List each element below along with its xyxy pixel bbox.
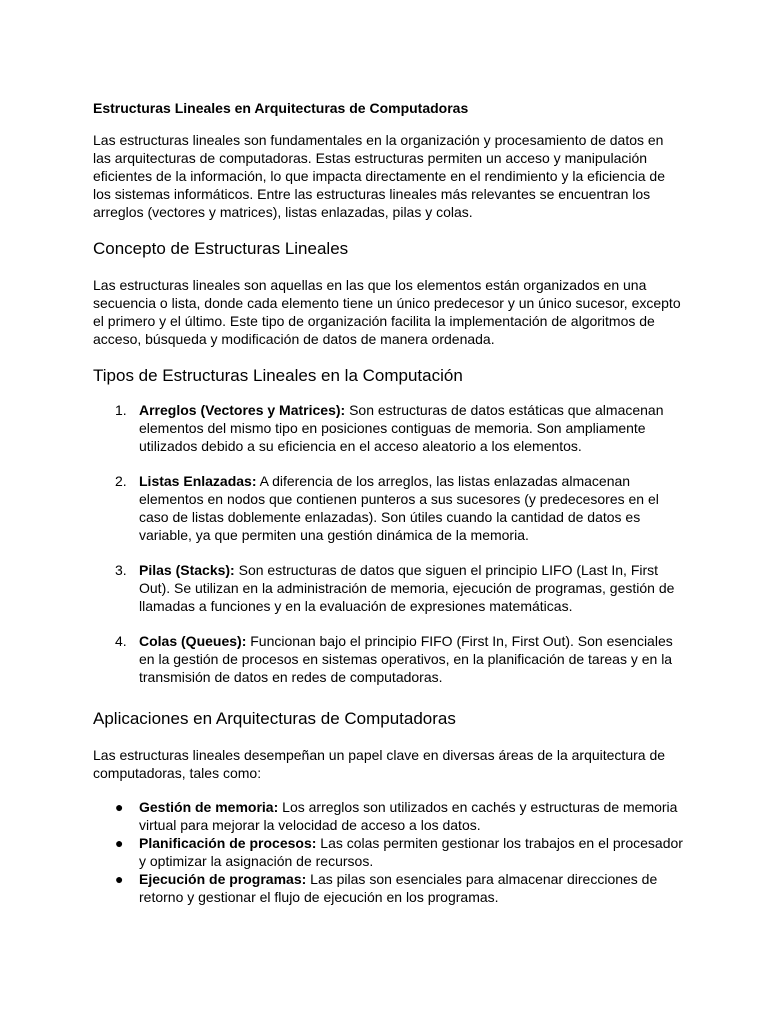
- list-item-term: Colas (Queues):: [139, 633, 247, 649]
- list-item-number: 1.: [115, 402, 127, 418]
- list-item-text: A diferencia de los arreglos, las listas enlazadas almacenan elementos en nodos que contienen punteros a sus sucesores (y predecesores en el caso de listas doblemente enlazadas). Son útiles cuando la cantidad de datos es variable, ya que permiten una gestión dinámica de la memoria.: [139, 473, 659, 543]
- aplicaciones-heading: Aplicaciones en Arquitecturas de Computadoras: [93, 709, 456, 728]
- list-item: [93, 798, 683, 834]
- concepto-heading: Concepto de Estructuras Lineales: [93, 239, 349, 258]
- list-item-term: Listas Enlazadas:: [139, 473, 257, 489]
- bullet-icon: ●: [115, 835, 124, 851]
- aplicaciones-paragraph: Las estructuras lineales desempeñan un papel clave en diversas áreas de la arquitectura de computadoras, tales como:: [93, 747, 666, 781]
- list-item-text: Los arreglos son utilizados en cachés y estructuras de memoria virtual para mejorar la velocidad de acceso a los datos.: [139, 799, 678, 833]
- list-item-term: Pilas (Stacks):: [139, 562, 235, 578]
- tipos-heading: Tipos de Estructuras Lineales en la Computación: [93, 366, 463, 385]
- bullet-icon: ●: [115, 871, 124, 887]
- bullet-icon: ●: [115, 799, 124, 815]
- list-item-term: Ejecución de programas:: [139, 871, 307, 887]
- list-item-term: Arreglos (Vectores y Matrices):: [139, 402, 346, 418]
- document-title: Estructuras Lineales en Arquitecturas de Computadoras: [93, 100, 469, 116]
- concepto-paragraph: Las estructuras lineales son aquellas en las que los elementos están organizados en una secuencia o lista, donde cada elemento tiene un único predecesor y un único sucesor, excepto el primero y el último. Este tipo de organización facilita la implementación de algoritmos de acceso, búsqueda y modificación de datos de manera ordenada.: [93, 277, 681, 347]
- tipos-list: [93, 401, 683, 686]
- list-item-text: Son estructuras de datos estáticas que almacenan elementos del mismo tipo en posiciones contiguas de memoria. Son ampliamente utilizados debido a su eficiencia en el acceso aleatorio a los elementos.: [139, 402, 664, 454]
- aplicaciones-list: [93, 798, 683, 906]
- list-item: [93, 472, 683, 544]
- list-item: [93, 632, 683, 686]
- list-item-number: 3.: [115, 562, 127, 578]
- list-item-term: Planificación de procesos:: [139, 835, 317, 851]
- document-page: [93, 99, 683, 906]
- list-item-text: Las colas permiten gestionar los trabajos en el procesador y optimizar la asignación de recursos.: [139, 835, 683, 869]
- list-item: [93, 870, 683, 906]
- list-item-text: Funcionan bajo el principio FIFO (First In, First Out). Son esenciales en la gestión de procesos en sistemas operativos, en la planificación de tareas y en la transmisión de datos en redes de computadoras.: [139, 633, 673, 685]
- list-item: [93, 561, 683, 615]
- list-item: [93, 401, 683, 455]
- list-item-number: 4.: [115, 633, 127, 649]
- list-item-text: Las pilas son esenciales para almacenar direcciones de retorno y gestionar el flujo de ejecución en los programas.: [139, 871, 658, 905]
- list-item-text: Son estructuras de datos que siguen el principio LIFO (Last In, First Out). Se utilizan en la administración de memoria, ejecución de programas, gestión de llamadas a funciones y en la evaluación de expresiones matemáticas.: [139, 562, 675, 614]
- list-item: [93, 834, 683, 870]
- list-item-term: Gestión de memoria:: [139, 799, 279, 815]
- list-item-number: 2.: [115, 473, 127, 489]
- intro-paragraph: Las estructuras lineales son fundamentales en la organización y procesamiento de datos en las arquitecturas de computadoras. Estas estructuras permiten un acceso y manipulación eficientes de la información, lo que impacta directamente en el rendimiento y la eficiencia de los sistemas informáticos. Entre las estructuras lineales más relevantes se encuentran los arreglos (vectores y matrices), listas enlazadas, pilas y colas.: [93, 132, 665, 220]
